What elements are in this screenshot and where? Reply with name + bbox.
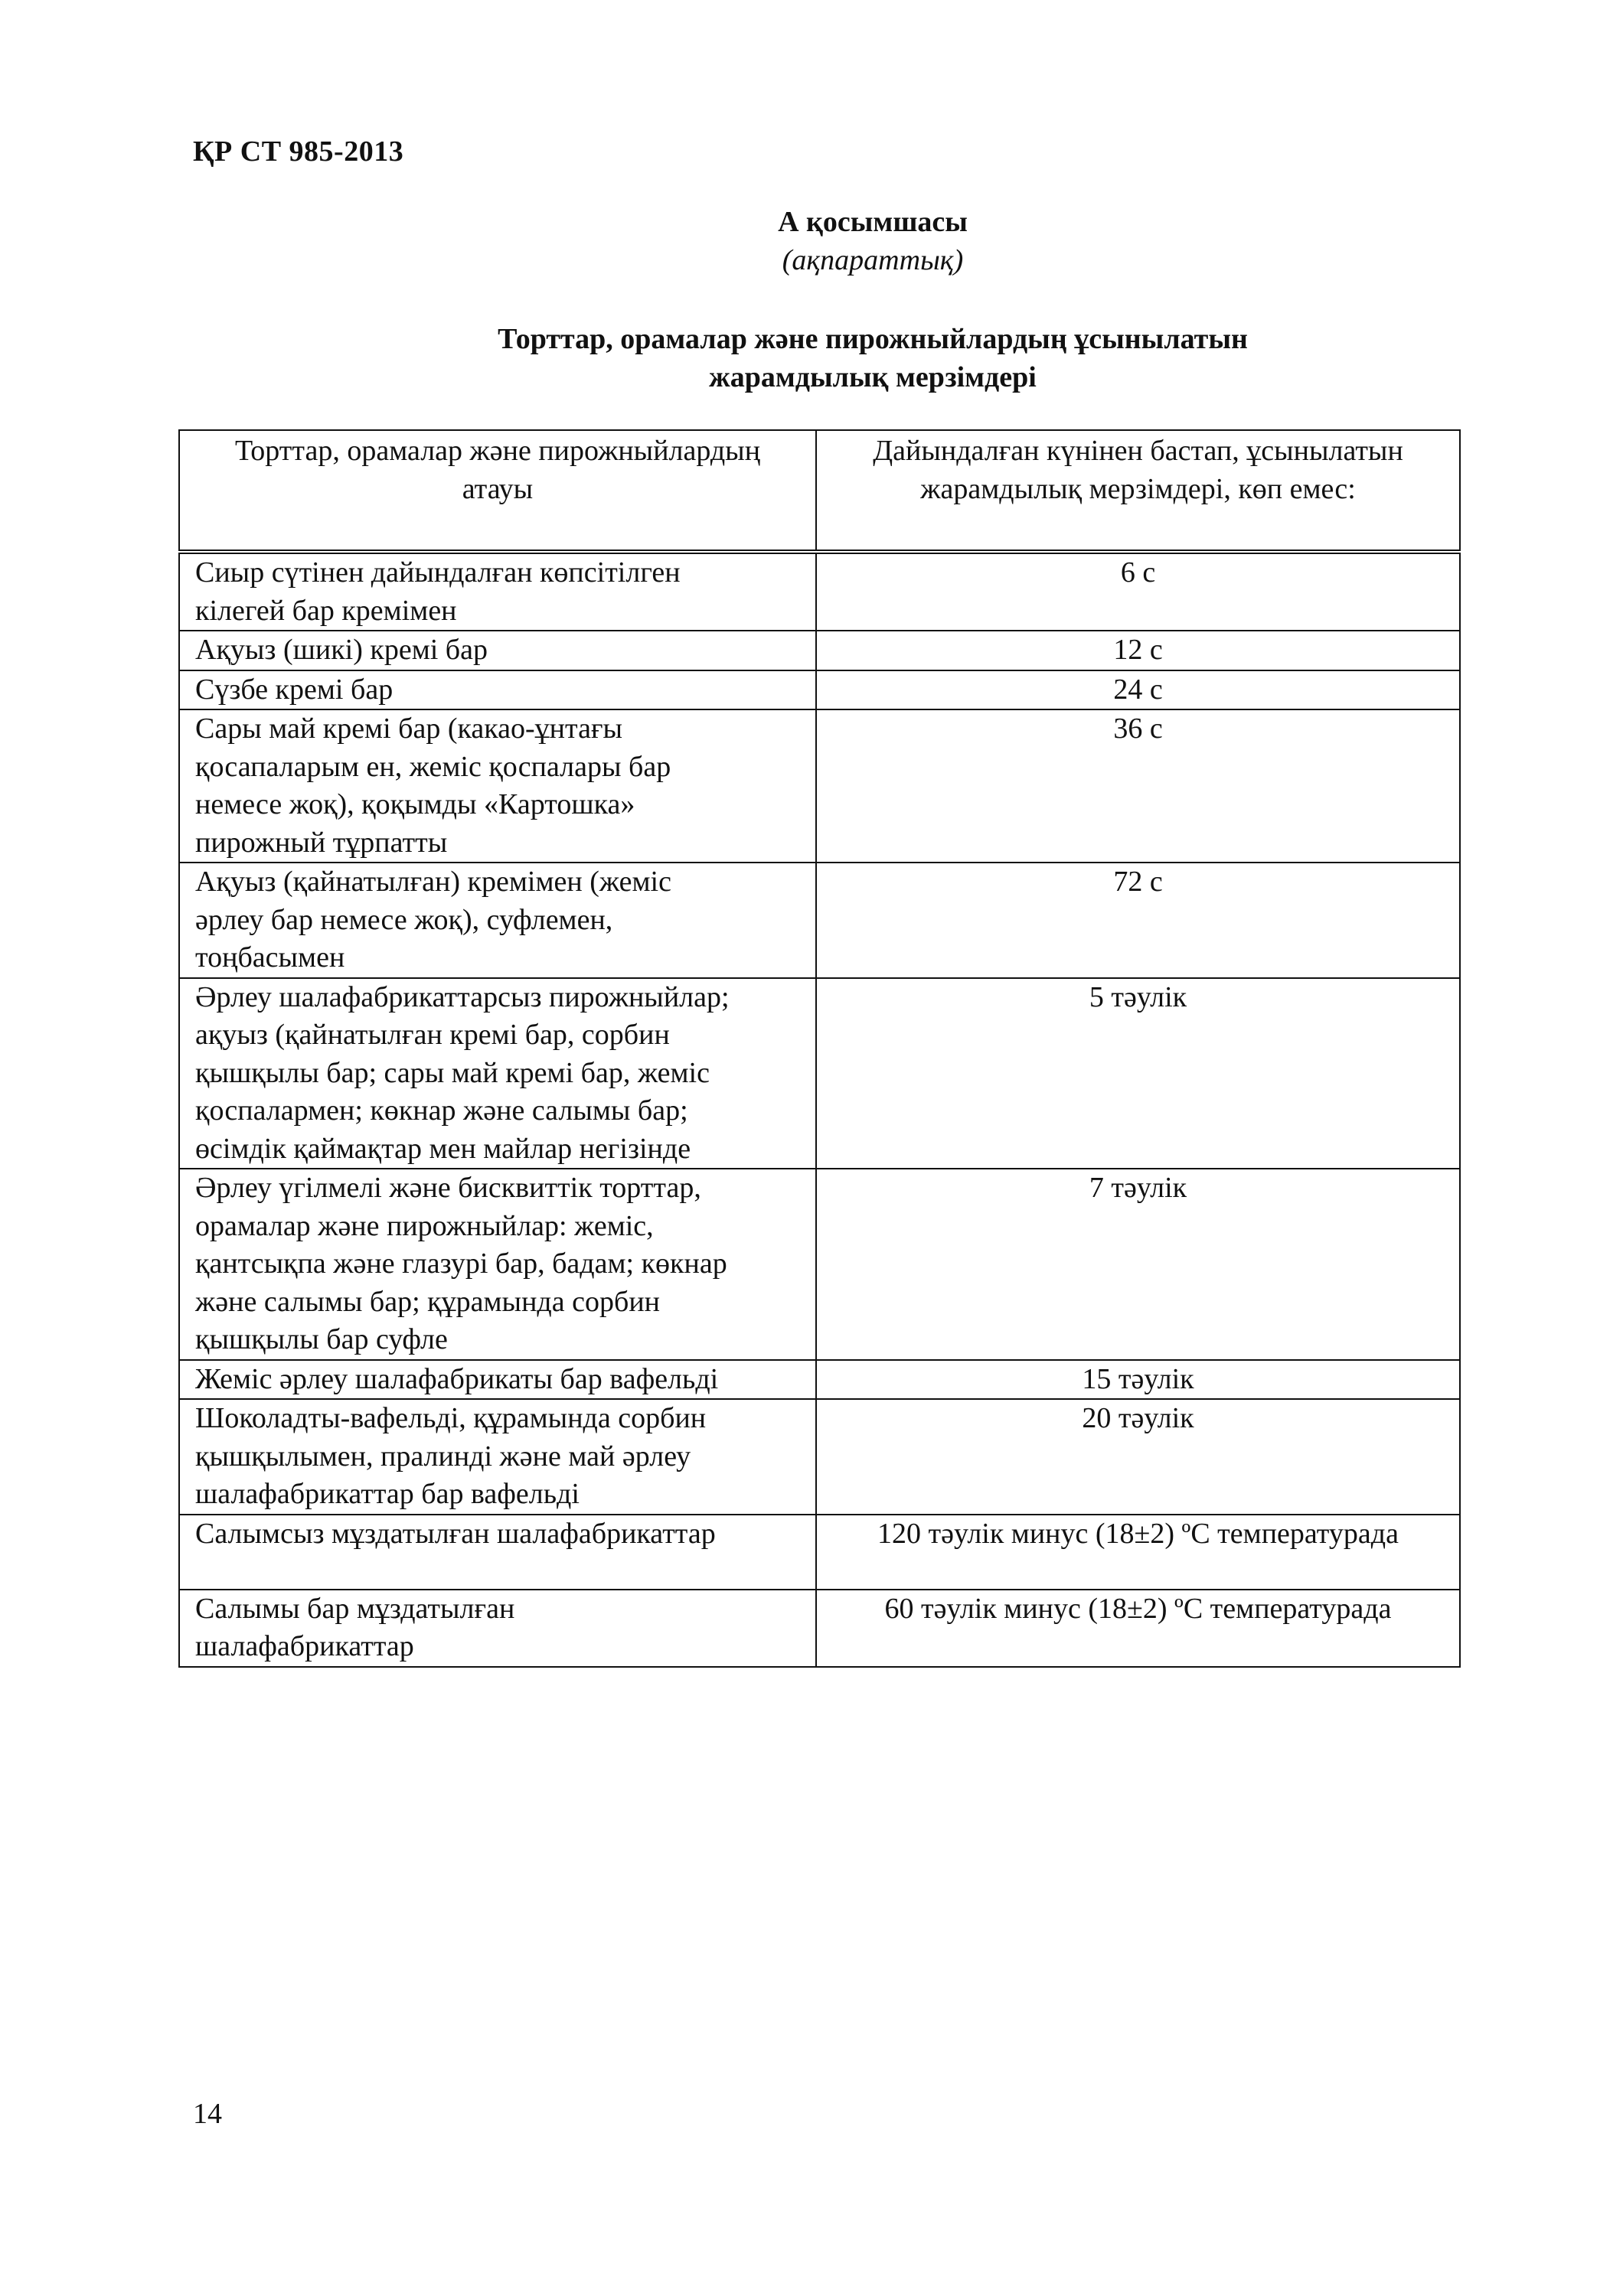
product-name-cell [179, 1169, 816, 1360]
shelf-life-cell: 20 тәулік [816, 1399, 1460, 1515]
shelf-life-cell: 36 с [816, 709, 1460, 863]
table-row [179, 631, 1460, 670]
product-name-line: қышқылымен, пралинді және май әрлеу [195, 1440, 691, 1473]
table-row [179, 1169, 1460, 1360]
product-name-line: қантсықпа және глазурі бар, бадам; көкнар [195, 1247, 727, 1280]
shelf-life-cell: 60 тәулік минус (18±2) ºС температурада [816, 1590, 1460, 1667]
product-name-line: Сары май кремі бар (какао-ұнтағы [195, 713, 623, 745]
product-name-cell [179, 1590, 816, 1667]
product-name-line: әрлеу бар немесе жоқ), суфлемен, [195, 903, 613, 936]
product-name-cell [179, 978, 816, 1169]
header-line: Дайындалған күнінен бастап, ұсынылатын [873, 435, 1403, 467]
product-name-line: өсімдік қаймақтар мен майлар негізінде [195, 1132, 691, 1165]
table-header-row [179, 430, 1460, 552]
header-shelf-life-column [816, 430, 1460, 552]
table-row [179, 863, 1460, 978]
product-name-line: тоңбасымен [195, 941, 345, 974]
product-name-line: Жеміс әрлеу шалафабрикаты бар вафельді [195, 1362, 719, 1395]
product-name-cell [179, 552, 816, 631]
table-body [179, 552, 1460, 1667]
product-name-line: Сиыр сүтінен дайындалған көпсітілген [195, 556, 681, 589]
product-name-cell [179, 1399, 816, 1515]
product-name-line: ақуыз (қайнатылған кремі бар, сорбин [195, 1019, 670, 1051]
annex-title: А қосымшасы [778, 206, 968, 238]
product-name-line: шалафабрикаттар [195, 1630, 414, 1662]
product-name-line: қышқылы бар; сары май кремі бар, жеміс [195, 1056, 710, 1089]
product-name-line: шалафабрикаттар бар вафельді [195, 1478, 580, 1510]
annex-subtitle: (ақпараттық) [782, 244, 964, 276]
shelf-life-cell: 7 тәулік [816, 1169, 1460, 1360]
product-name-cell [179, 1515, 816, 1590]
shelf-life-cell: 5 тәулік [816, 978, 1460, 1169]
product-name-line: Ақуыз (шикі) кремі бар [195, 634, 488, 666]
shelf-life-cell: 12 с [816, 631, 1460, 670]
shelf-life-cell: 24 с [816, 670, 1460, 710]
table-title [0, 320, 1623, 396]
product-name-cell [179, 631, 816, 670]
product-name-line: кілегей бар кремімен [195, 594, 457, 627]
product-name-line: немесе жоқ), қоқымды «Картошка» [195, 788, 635, 820]
table-row [179, 1360, 1460, 1400]
shelf-life-cell: 15 тәулік [816, 1360, 1460, 1400]
product-name-line: қосапаларым ен, жеміс қоспалары бар [195, 750, 671, 783]
shelf-life-cell: 120 тәулік минус (18±2) ºС температурада [816, 1515, 1460, 1590]
product-name-cell [179, 863, 816, 978]
header-line: жарамдылық мерзімдері, көп емес: [920, 472, 1356, 505]
product-name-line: және салымы бар; құрамында сорбин [195, 1285, 660, 1318]
page-number: 14 [193, 2098, 222, 2130]
product-name-line: Әрлеу үгілмелі және бисквиттік торттар, [195, 1172, 701, 1204]
product-name-cell [179, 670, 816, 710]
document-code: ҚР СТ 985-2013 [193, 135, 404, 168]
product-name-line: Сүзбе кремі бар [195, 673, 394, 706]
product-name-cell [179, 709, 816, 863]
header-line: Торттар, орамалар және пирожныйлардың [234, 435, 761, 467]
product-name-line: Салымы бар мұздатылған [195, 1592, 515, 1625]
table-row [179, 709, 1460, 863]
table-row [179, 1399, 1460, 1515]
header-name-column [179, 430, 816, 552]
shelf-life-cell: 72 с [816, 863, 1460, 978]
table-row [179, 670, 1460, 710]
table-title-line: Торттар, орамалар және пирожныйлардың ұсынылатын [498, 323, 1248, 355]
shelf-life-cell: 6 с [816, 552, 1460, 631]
product-name-line: орамалар және пирожныйлар: жеміс, [195, 1209, 654, 1242]
table-row [179, 978, 1460, 1169]
product-name-line: Салымсыз мұздатылған шалафабрикаттар [195, 1517, 716, 1550]
product-name-line: Әрлеу шалафабрикаттарсыз пирожныйлар; [195, 980, 730, 1013]
product-name-line: қышқылы бар суфле [195, 1323, 448, 1355]
product-name-line: Ақуыз (қайнатылған) кремімен (жеміс [195, 866, 671, 898]
table-row [179, 1590, 1460, 1667]
table-row [179, 552, 1460, 631]
table-row [179, 1515, 1460, 1590]
shelf-life-table [178, 429, 1461, 1668]
product-name-cell [179, 1360, 816, 1400]
header-line: атауы [462, 472, 534, 505]
product-name-line: Шоколадты-вафельді, құрамында сорбин [195, 1402, 707, 1434]
table-title-line: жарамдылық мерзімдері [709, 361, 1037, 393]
product-name-line: қоспалармен; көкнар және салымы бар; [195, 1094, 688, 1127]
product-name-line: пирожный тұрпатты [195, 826, 448, 859]
